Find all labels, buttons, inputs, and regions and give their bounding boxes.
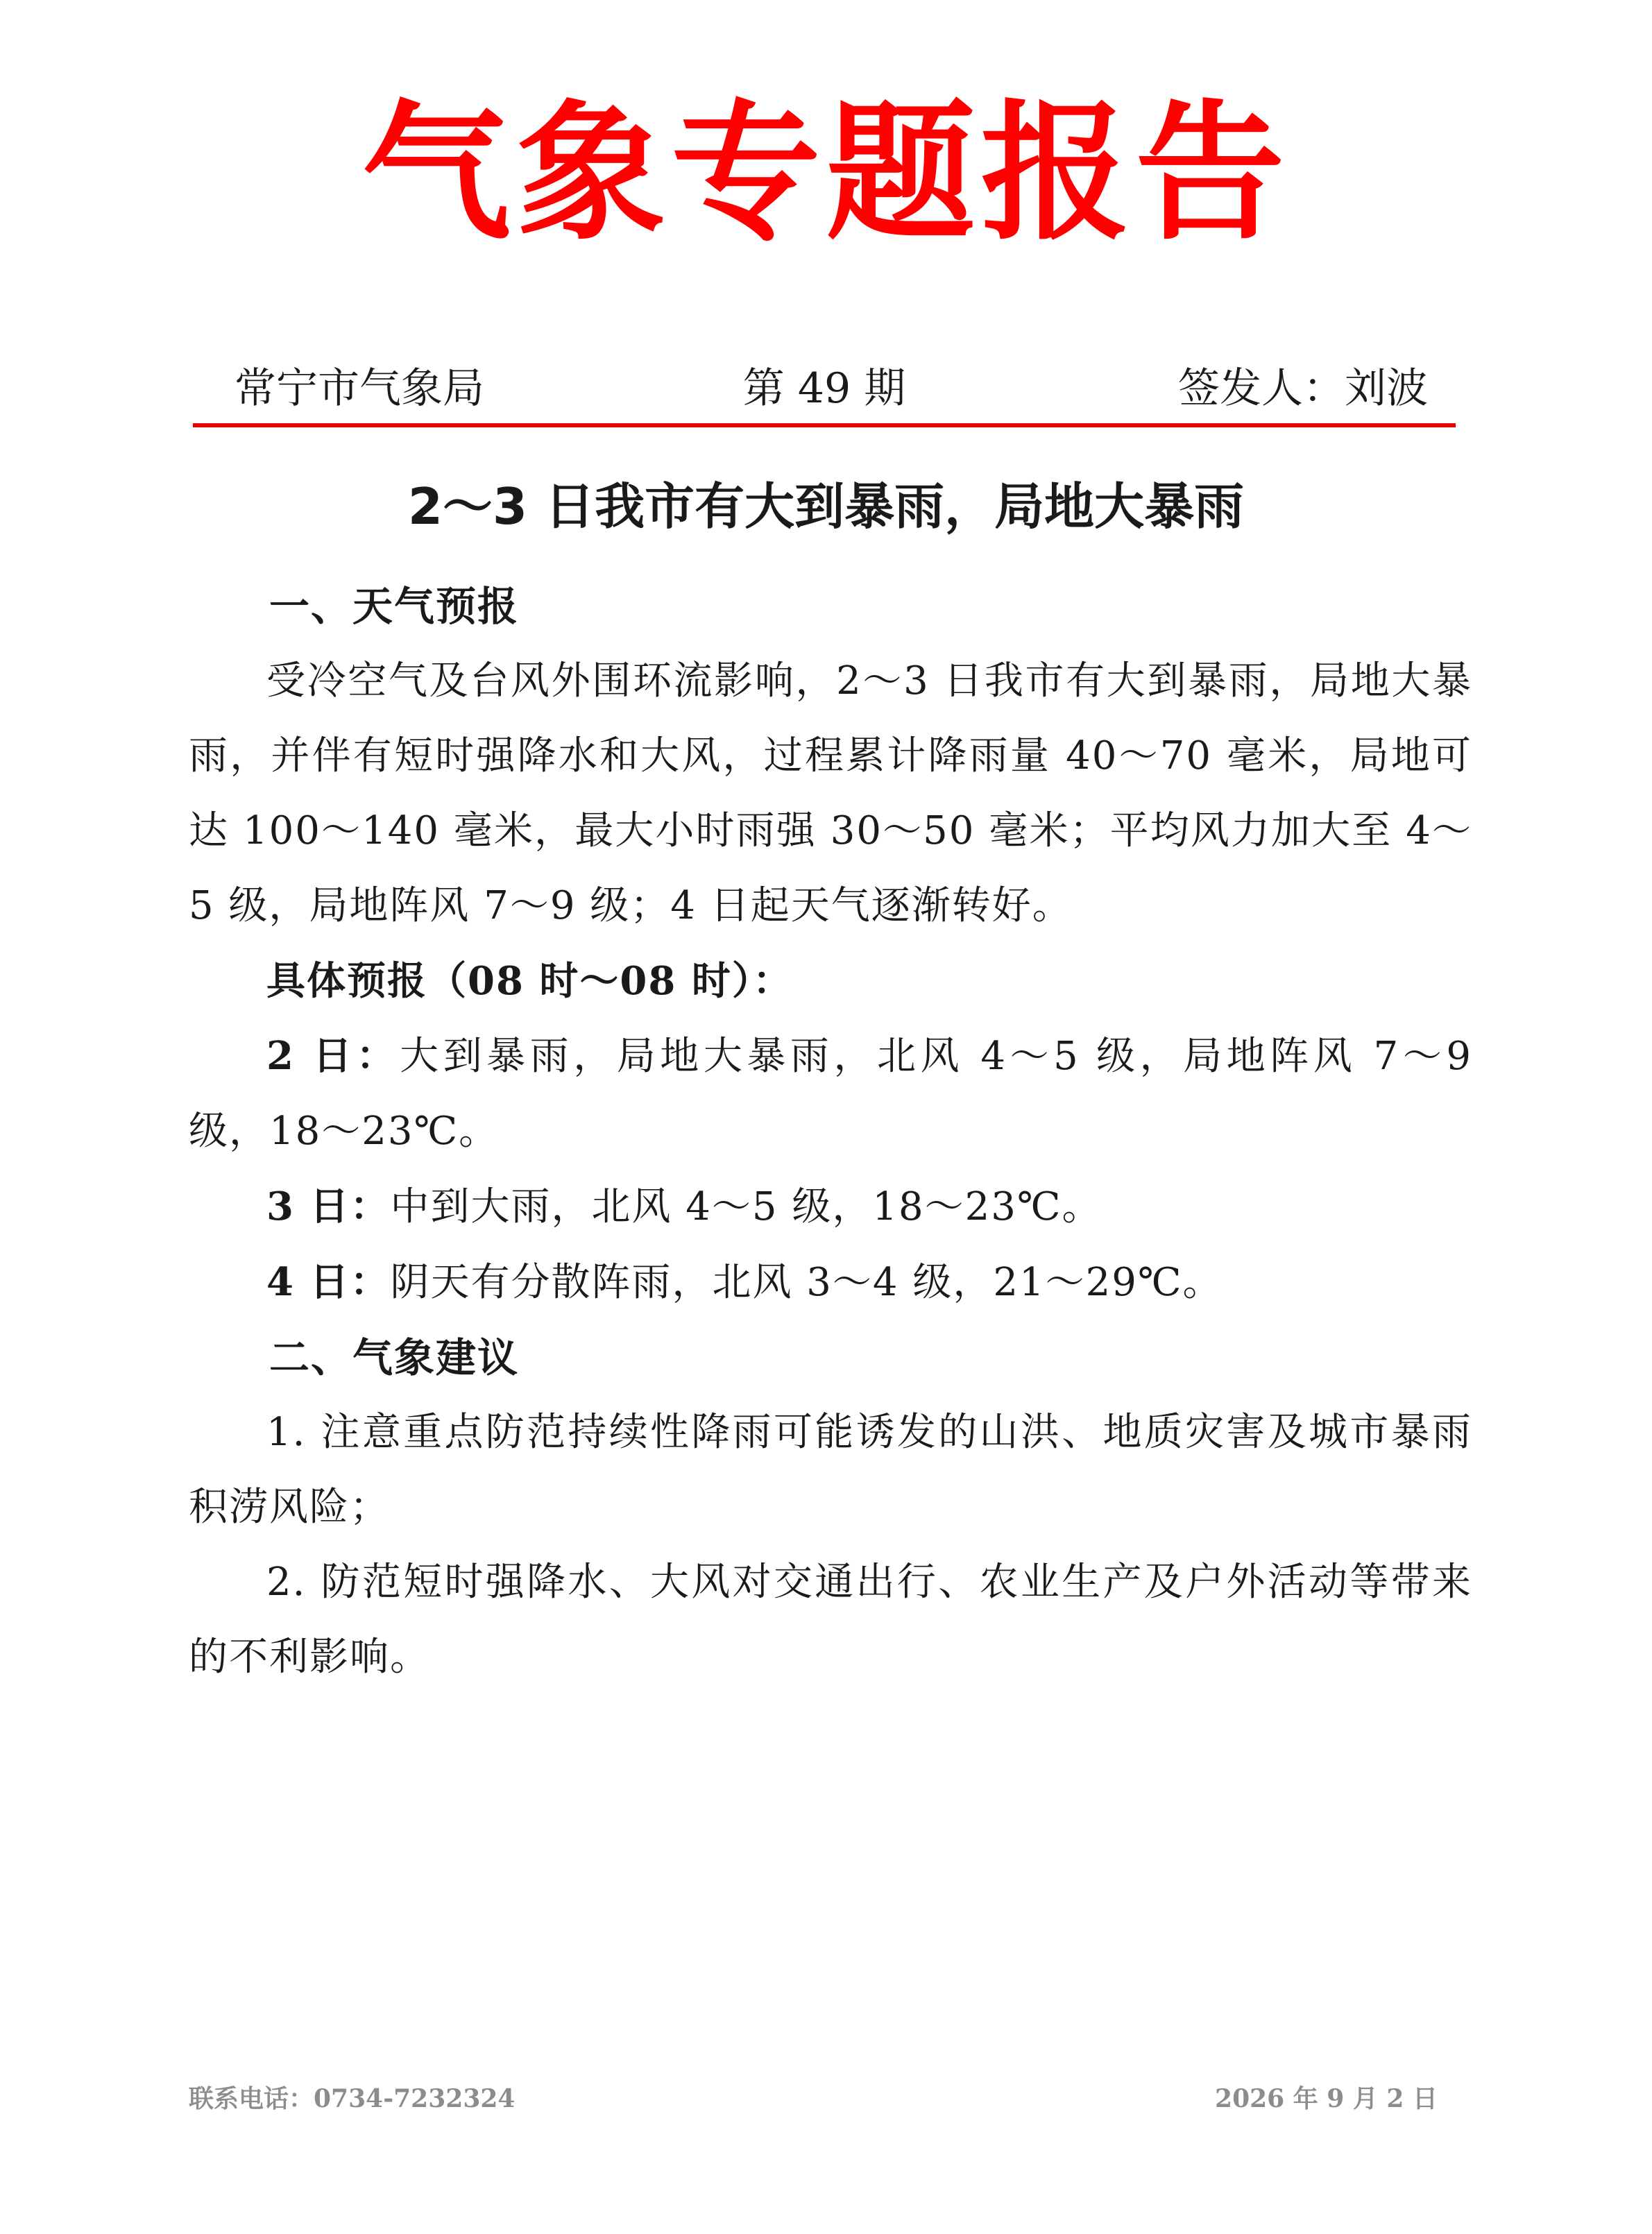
day-label: 2 日：	[266, 1033, 400, 1079]
advice-item: 1. 注意重点防范持续性降雨可能诱发的山洪、地质灾害及城市暴雨积涝风险；	[189, 1410, 1472, 1530]
day-text: 中到大雨，北风 4～5 级，18～23℃。	[390, 1184, 1102, 1229]
issue-number: 第 49 期	[742, 364, 906, 413]
footer	[189, 2074, 1438, 2123]
document-title: 2～3 日我市有大到暴雨，局地大暴雨	[407, 477, 1245, 536]
red-divider	[193, 423, 1456, 427]
section-heading-advice: 二、气象建议	[269, 1334, 520, 1381]
day-label: 3 日：	[266, 1184, 391, 1229]
day-text: 大到暴雨，局地大暴雨，北风 4～5 级，局地阵风 7～9 级，18～23℃。	[189, 1034, 1472, 1154]
masthead-title: 气象专题报告	[361, 86, 1291, 260]
issue-bar	[193, 357, 1456, 420]
contact-phone: 联系电话：0734-7232324	[189, 2084, 516, 2113]
day-text: 阴天有分散阵雨，北风 3～4 级，21～29℃。	[390, 1260, 1223, 1305]
day-forecast	[189, 1245, 1472, 1320]
detail-forecast-heading: 具体预报（08 时～08 时）：	[266, 958, 793, 1004]
document-body	[189, 569, 1472, 1695]
day-forecast	[189, 1169, 1472, 1245]
day-forecast	[189, 1018, 1472, 1169]
signer: 签发人：刘波	[1178, 364, 1428, 413]
issue-date: 2026 年 9 月 2 日	[1215, 2084, 1438, 2113]
day-label: 4 日：	[266, 1259, 391, 1305]
section-heading-forecast: 一、天气预报	[269, 583, 520, 630]
issuing-organization: 常宁市气象局	[235, 364, 484, 413]
forecast-intro: 受冷空气及台风外围环流影响，2～3 日我市有大到暴雨，局地大暴雨，并伴有短时强降水和大风，过程累计降雨量 40～70 毫米，局地可达 100～140 毫米，最大小时雨强 30～50 毫米；平均风力加大至 4～5 级，局地阵风 7～9 级；4 日起天气逐渐转好。	[189, 658, 1472, 928]
advice-item: 2. 防范短时强降水、大风对交通出行、农业生产及户外活动等带来的不利影响。	[189, 1560, 1472, 1680]
